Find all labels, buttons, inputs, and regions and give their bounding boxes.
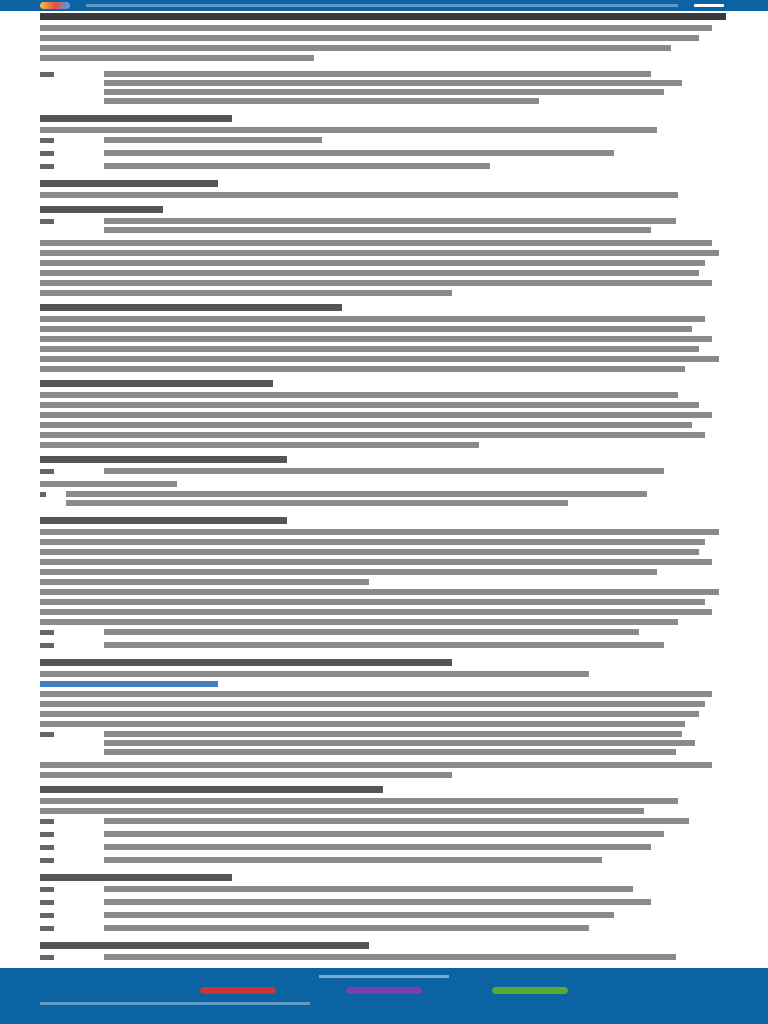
list-item — [40, 629, 726, 638]
bullet-icon — [40, 900, 54, 905]
inline-link[interactable] — [40, 681, 218, 687]
bullet-icon — [40, 819, 54, 824]
list-item — [40, 163, 726, 172]
section-heading — [40, 206, 163, 213]
list-item — [40, 844, 726, 853]
section-heading — [40, 304, 342, 311]
share-icon[interactable] — [200, 987, 276, 994]
share-row — [200, 987, 568, 994]
bullet-icon — [40, 955, 54, 960]
bullet-icon — [40, 926, 54, 931]
site-logo[interactable] — [40, 2, 70, 9]
article-title — [40, 13, 726, 20]
list-item — [40, 886, 726, 895]
bullet-icon — [40, 887, 54, 892]
bullet-icon — [40, 492, 46, 497]
list-item — [40, 912, 726, 921]
list-item — [40, 831, 726, 840]
list-item — [40, 899, 726, 908]
section-heading — [40, 942, 369, 949]
site-footer — [0, 968, 768, 1024]
bullet-icon — [40, 151, 54, 156]
list-item — [40, 491, 726, 509]
section-heading — [40, 115, 232, 122]
list-item — [40, 71, 726, 107]
share-icon[interactable] — [346, 987, 422, 994]
article-content — [40, 13, 726, 965]
list-item — [40, 137, 726, 146]
list-item — [40, 818, 726, 827]
bullet-icon — [40, 72, 54, 77]
bullet-icon — [40, 164, 54, 169]
bullet-icon — [40, 630, 54, 635]
list-item — [40, 925, 726, 934]
section-heading — [40, 456, 287, 463]
copyright-text — [40, 1002, 310, 1005]
bullet-icon — [40, 219, 54, 224]
list-item — [40, 954, 726, 963]
bullet-icon — [40, 469, 54, 474]
section-heading — [40, 380, 273, 387]
list-item — [40, 150, 726, 159]
top-bar — [0, 0, 768, 11]
bullet-icon — [40, 845, 54, 850]
footer-text — [319, 975, 449, 978]
bullet-icon — [40, 858, 54, 863]
list-item — [40, 642, 726, 651]
bullet-icon — [40, 913, 54, 918]
section-heading — [40, 180, 218, 187]
list-item — [40, 468, 726, 477]
list-item — [40, 731, 726, 758]
site-name[interactable] — [86, 4, 678, 7]
bullet-icon — [40, 832, 54, 837]
section-heading — [40, 874, 232, 881]
section-heading — [40, 517, 287, 524]
section-heading — [40, 786, 383, 793]
list-item — [40, 857, 726, 866]
share-icon[interactable] — [492, 987, 568, 994]
bullet-icon — [40, 138, 54, 143]
section-heading — [40, 659, 452, 666]
list-item — [40, 218, 726, 236]
bullet-icon — [40, 643, 54, 648]
menu-button[interactable] — [694, 4, 724, 7]
bullet-icon — [40, 732, 54, 737]
